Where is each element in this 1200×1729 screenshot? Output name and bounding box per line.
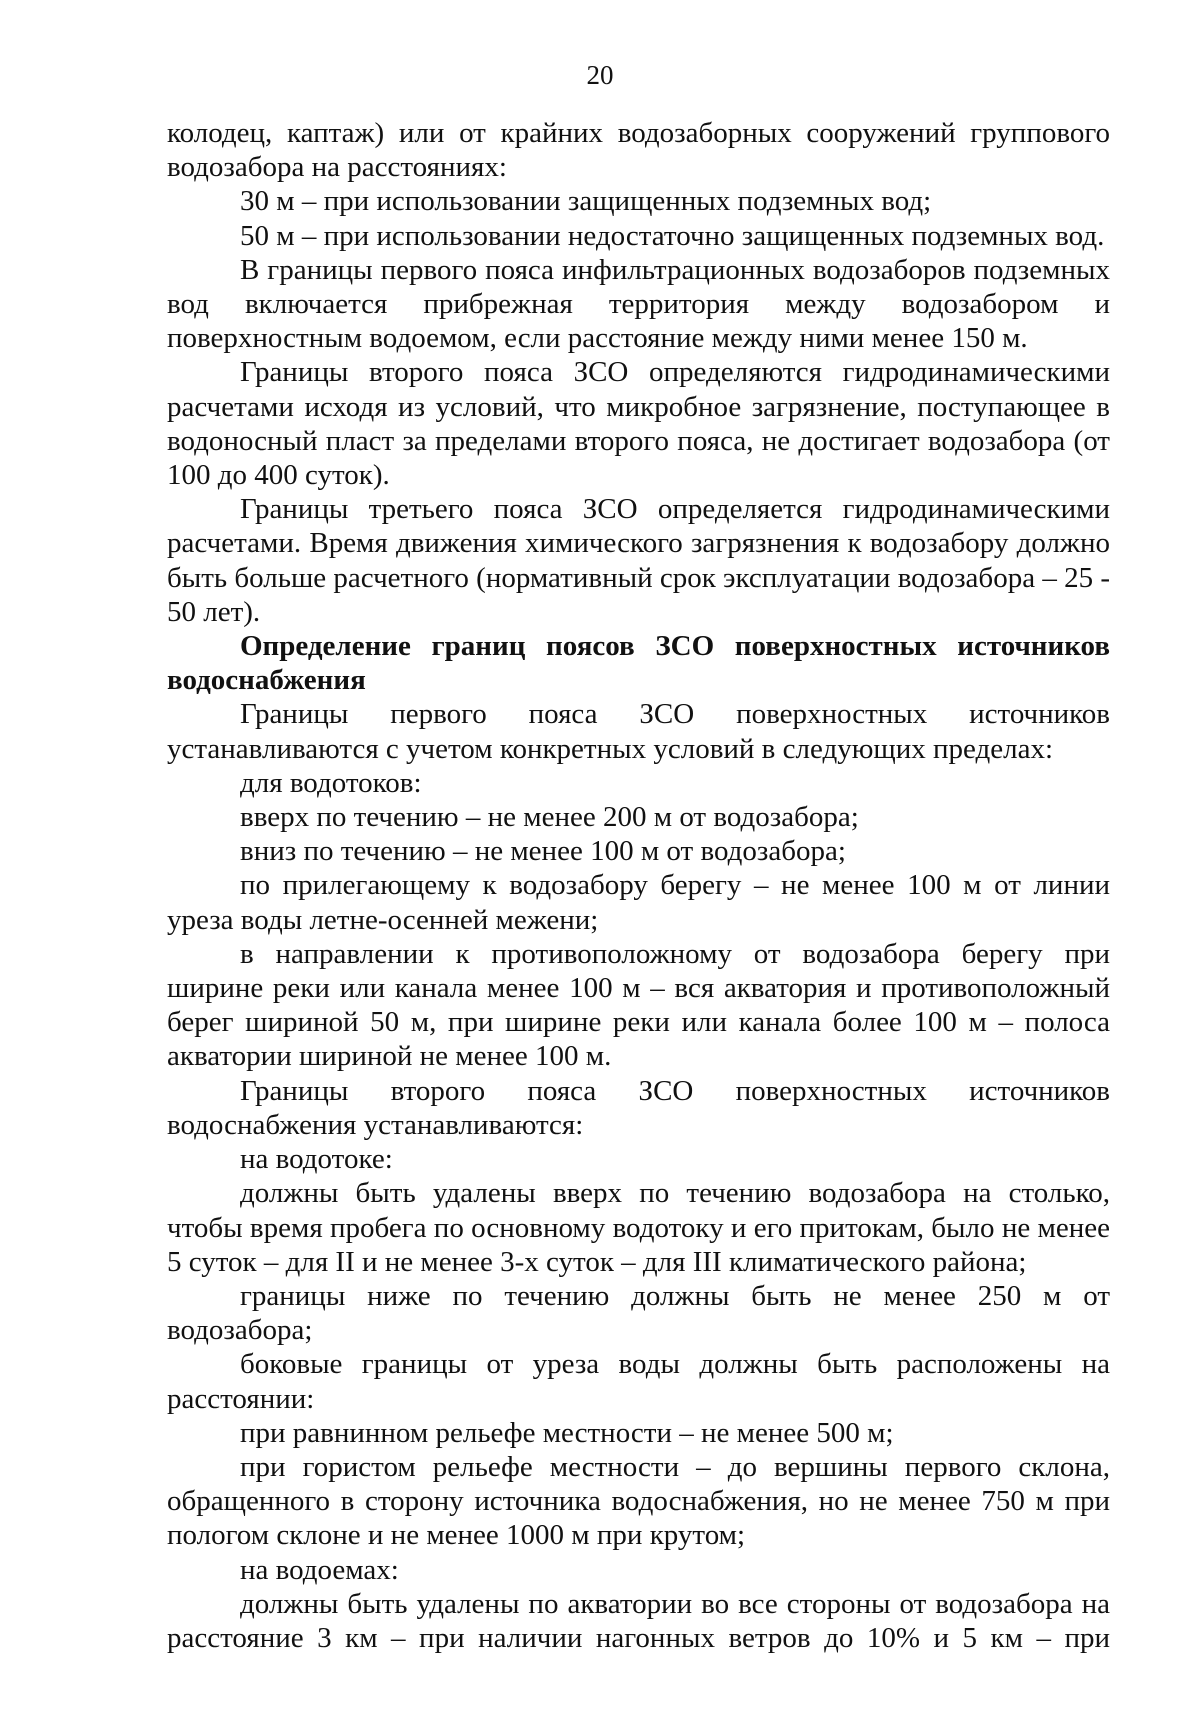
- paragraph: Границы первого пояса ЗСО поверхностных источников устанавливаются с учетом конкретных условий в следующих пределах:: [167, 698, 1110, 765]
- paragraph: 50 м – при использовании недостаточно защищенных подземных вод.: [240, 219, 1105, 252]
- paragraph: боковые границы от уреза воды должны быть расположены на расстоянии:: [167, 1348, 1110, 1415]
- paragraph: должны быть удалены вверх по течению водозабора на столько, чтобы время пробега по основному водотоку и его притокам, было не менее 5 суток – для II и не менее 3-х суток – для III климатического района;: [167, 1177, 1110, 1278]
- section-heading: Определение границ поясов ЗСО поверхностных источников водоснабжения: [167, 630, 1110, 697]
- paragraph: по прилегающему к водозабору берегу – не менее 100 м от линии уреза воды летне-осенней межени;: [167, 869, 1110, 936]
- paragraph: Границы второго пояса ЗСО определяются гидродинамическими расчетами исходя из условий, что микробное загрязнение, поступающее в водоносный пласт за пределами второго пояса, не достигает водозабора (от 100 до 400 суток).: [167, 356, 1110, 492]
- paragraph: вверх по течению – не менее 200 м от водозабора;: [240, 801, 859, 834]
- paragraph: должны быть удалены по акватории во все стороны от водозабора на расстояние 3 км – при наличии нагонных ветров до 10% и 5 км – при: [167, 1587, 1110, 1654]
- paragraph: колодец, каптаж) или от крайних водозаборных сооружений группового водозабора на расстояниях:: [167, 117, 1110, 184]
- paragraph: вниз по течению – не менее 100 м от водозабора;: [240, 835, 846, 868]
- paragraph: при гористом рельефе местности – до вершины первого склона, обращенного в сторону источника водоснабжения, но не менее 750 м при пологом склоне и не менее 1000 м при крутом;: [167, 1450, 1110, 1552]
- paragraph: Границы второго пояса ЗСО поверхностных источников водоснабжения устанавливаются:: [167, 1074, 1110, 1141]
- paragraph: В границы первого пояса инфильтрационных водозаборов подземных вод включается прибрежная территория между водозабором и поверхностным водоемом, если расстояние между ними менее 150 м.: [167, 253, 1110, 355]
- paragraph: Границы третьего пояса ЗСО определяется гидродинамическими расчетами. Время движения химического загрязнения к водозабору должно быть больше расчетного (нормативный срок эксплуатации водозабора – 25 - 50 лет).: [167, 493, 1110, 628]
- paragraph: при равнинном рельефе местности – не менее 500 м;: [240, 1416, 894, 1449]
- paragraph: 30 м – при использовании защищенных подземных вод;: [240, 185, 932, 218]
- page-number: 20: [586, 60, 614, 90]
- paragraph: в направлении к противоположному от водозабора берегу при ширине реки или канала менее 100 м – вся акватория и противоположный берег шириной 50 м, при ширине реки или канала более 100 м – полоса акватории шириной не менее 100 м.: [167, 937, 1110, 1073]
- paragraph: для водотоков:: [240, 766, 422, 799]
- document-body: [167, 116, 1110, 1655]
- paragraph: на водоемах:: [240, 1553, 399, 1586]
- paragraph: границы ниже по течению должны быть не менее 250 м от водозабора;: [167, 1279, 1110, 1347]
- paragraph: на водотоке:: [240, 1143, 393, 1176]
